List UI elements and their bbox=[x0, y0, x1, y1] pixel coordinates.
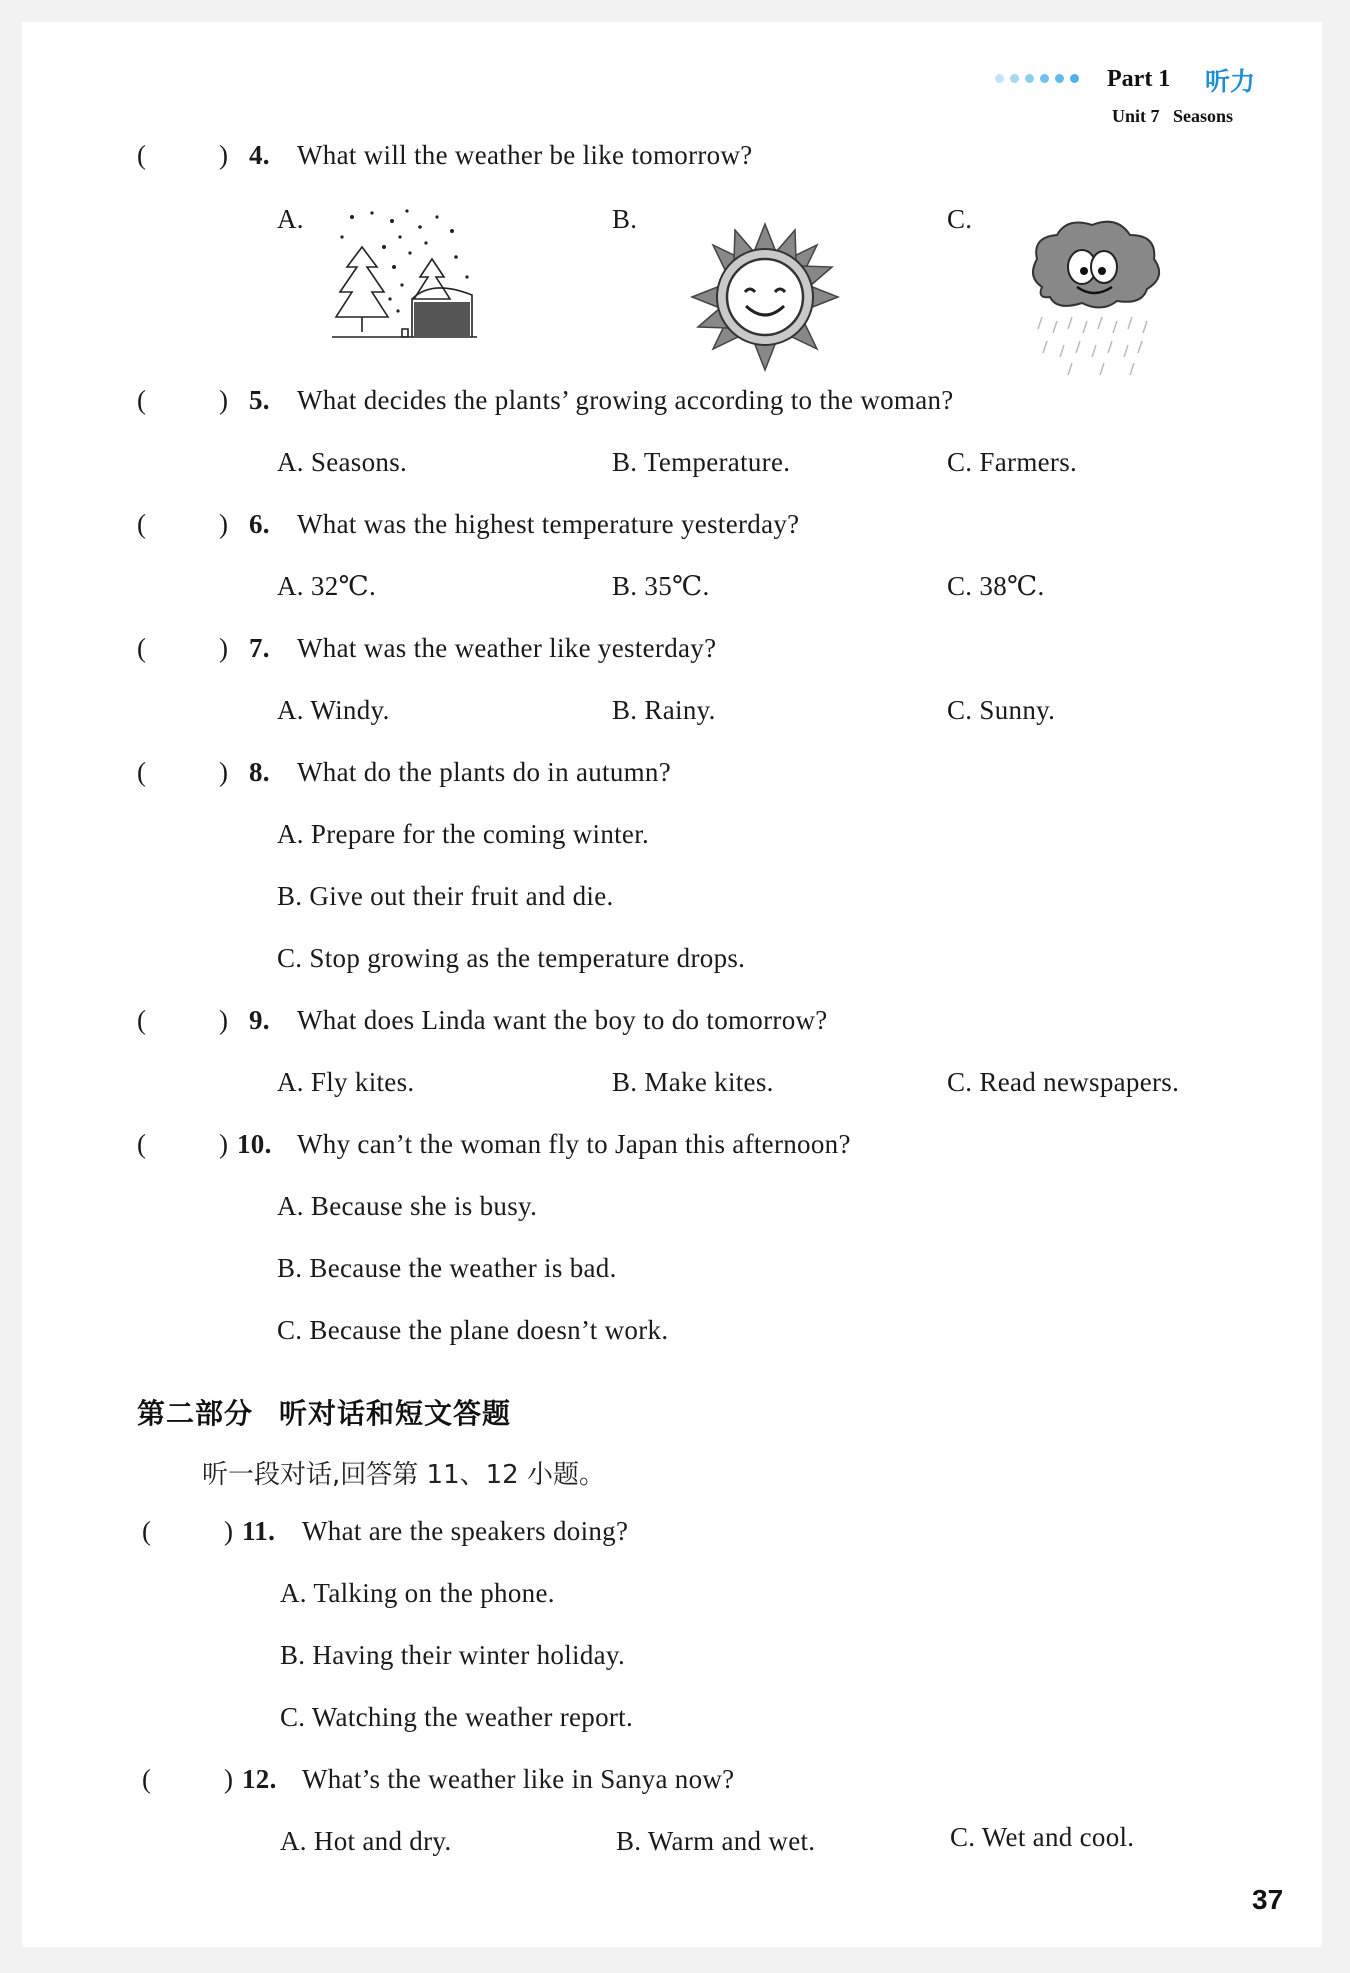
option-b[interactable] bbox=[612, 695, 716, 726]
answer-paren-left[interactable]: ( bbox=[142, 1516, 152, 1546]
option-text: 32℃. bbox=[310, 571, 377, 601]
header-unit-line bbox=[1112, 106, 1233, 127]
answer-paren-left[interactable]: ( bbox=[137, 1005, 147, 1035]
answer-paren-left[interactable]: ( bbox=[137, 140, 147, 170]
header-listening: 听力 bbox=[1205, 67, 1256, 96]
answer-paren-left[interactable]: ( bbox=[137, 385, 147, 415]
option-a[interactable] bbox=[277, 819, 649, 850]
question-text: What does Linda want the boy to do tomorrow? bbox=[297, 1005, 828, 1035]
option-label: A. bbox=[280, 1578, 307, 1608]
question-number: 12. bbox=[242, 1764, 277, 1794]
option-text: Read newspapers. bbox=[979, 1067, 1180, 1097]
option-label: A. bbox=[277, 819, 304, 849]
option-text: Prepare for the coming winter. bbox=[310, 819, 650, 849]
option-label: B. bbox=[277, 881, 303, 911]
snowy-winter-scene-icon[interactable] bbox=[332, 207, 477, 342]
option-c[interactable] bbox=[947, 695, 1055, 726]
option-a[interactable] bbox=[280, 1826, 452, 1857]
question-number: 5. bbox=[249, 385, 270, 415]
option-label: A. bbox=[277, 1191, 304, 1221]
option-text: 38℃. bbox=[979, 571, 1045, 601]
option-c[interactable] bbox=[947, 1067, 1179, 1098]
option-label: A. bbox=[277, 571, 304, 601]
workbook-page bbox=[22, 22, 1322, 1947]
question-text: Why can’t the woman fly to Japan this afternoon? bbox=[297, 1129, 851, 1159]
question-number: 11. bbox=[242, 1516, 276, 1546]
option-c[interactable] bbox=[950, 1822, 1134, 1853]
question-text: What was the weather like yesterday? bbox=[297, 633, 717, 663]
option-b[interactable] bbox=[612, 1067, 774, 1098]
option-c[interactable] bbox=[280, 1702, 633, 1733]
option-b[interactable] bbox=[280, 1640, 625, 1671]
answer-paren-left[interactable]: ( bbox=[142, 1764, 152, 1794]
header-topic: Seasons bbox=[1173, 106, 1234, 126]
option-label: B. bbox=[612, 571, 638, 601]
option-text: Wet and cool. bbox=[981, 1822, 1135, 1852]
option-text: Farmers. bbox=[979, 447, 1078, 477]
option-label: C. bbox=[950, 1822, 976, 1852]
answer-paren-right[interactable]: ) bbox=[219, 757, 229, 787]
question-text: What’s the weather like in Sanya now? bbox=[302, 1764, 735, 1794]
option-a[interactable] bbox=[277, 571, 376, 602]
option-label: C. bbox=[947, 1067, 973, 1097]
page-number: 37 bbox=[1252, 1884, 1284, 1915]
option-label: C. bbox=[947, 571, 973, 601]
option-c[interactable] bbox=[277, 1315, 668, 1346]
option-text: Sunny. bbox=[979, 695, 1056, 725]
option-label: B. bbox=[612, 447, 638, 477]
option-c[interactable] bbox=[277, 943, 745, 974]
question-number: 8. bbox=[249, 757, 270, 787]
option-text: Stop growing as the temperature drops. bbox=[309, 943, 746, 973]
option-a[interactable] bbox=[277, 1191, 537, 1222]
answer-paren-right[interactable]: ) bbox=[219, 140, 229, 170]
option-c[interactable] bbox=[947, 447, 1077, 478]
option-text: Because she is busy. bbox=[310, 1191, 538, 1221]
option-text: 35℃. bbox=[644, 571, 710, 601]
option-b[interactable] bbox=[277, 881, 614, 912]
option-text: Fly kites. bbox=[310, 1067, 415, 1097]
option-label: B. bbox=[277, 1253, 303, 1283]
option-a[interactable] bbox=[280, 1578, 555, 1609]
smiling-sun-icon[interactable] bbox=[690, 222, 840, 372]
option-text: Windy. bbox=[310, 695, 390, 725]
question-text: What was the highest temperature yesterday? bbox=[297, 509, 800, 539]
option-label: B. bbox=[280, 1640, 306, 1670]
option-text: Warm and wet. bbox=[647, 1826, 816, 1856]
question-text: What are the speakers doing? bbox=[302, 1516, 629, 1546]
option-label: B. bbox=[612, 1067, 638, 1097]
option-label: A. bbox=[277, 695, 304, 725]
question-text: What decides the plants’ growing according to the woman? bbox=[297, 385, 954, 415]
option-text: Watching the weather report. bbox=[311, 1702, 634, 1732]
section-2-title bbox=[137, 1392, 537, 1432]
option-text: Rainy. bbox=[644, 695, 716, 725]
option-label: A. bbox=[280, 1826, 307, 1856]
option-label: C. bbox=[277, 943, 303, 973]
section-heading: 听对话和短文答题 bbox=[279, 1397, 512, 1430]
option-label: B. bbox=[616, 1826, 642, 1856]
option-b[interactable] bbox=[277, 1253, 617, 1284]
option-text: Make kites. bbox=[644, 1067, 774, 1097]
answer-paren-right[interactable]: ) bbox=[219, 509, 229, 539]
option-label: A. bbox=[277, 447, 304, 477]
section-instruction: 听一段对话,回答第 11、12 小题。 bbox=[202, 1460, 605, 1490]
option-text: Seasons. bbox=[310, 447, 408, 477]
answer-paren-left[interactable]: ( bbox=[137, 509, 147, 539]
option-label: B. bbox=[612, 695, 638, 725]
option-label: C. bbox=[947, 447, 973, 477]
answer-paren-left[interactable]: ( bbox=[137, 1129, 147, 1159]
question-number: 10. bbox=[237, 1129, 272, 1159]
option-c-label[interactable]: C. bbox=[947, 204, 973, 234]
question-number: 6. bbox=[249, 509, 270, 539]
option-label: C. bbox=[280, 1702, 306, 1732]
smiling-rain-cloud-icon[interactable] bbox=[1022, 217, 1167, 377]
option-text: Temperature. bbox=[643, 447, 791, 477]
option-text: Because the weather is bad. bbox=[309, 1253, 617, 1283]
option-label: C. bbox=[947, 695, 973, 725]
question-number: 7. bbox=[249, 633, 270, 663]
option-label: C. bbox=[277, 1315, 303, 1345]
answer-paren-left[interactable]: ( bbox=[137, 633, 147, 663]
option-a[interactable] bbox=[277, 1067, 414, 1098]
question-number: 4. bbox=[249, 140, 270, 170]
question-text: What will the weather be like tomorrow? bbox=[297, 140, 753, 170]
option-text: Give out their fruit and die. bbox=[309, 881, 614, 911]
question-number: 9. bbox=[249, 1005, 270, 1035]
answer-paren-right[interactable]: ) bbox=[224, 1516, 234, 1546]
option-label: A. bbox=[277, 1067, 304, 1097]
answer-paren-right[interactable]: ) bbox=[219, 385, 229, 415]
option-text: Having their winter holiday. bbox=[312, 1640, 625, 1670]
option-a[interactable] bbox=[277, 695, 390, 726]
option-text: Hot and dry. bbox=[313, 1826, 452, 1856]
option-b[interactable] bbox=[612, 571, 710, 602]
answer-paren-right[interactable]: ) bbox=[219, 1005, 229, 1035]
answer-paren-right[interactable]: ) bbox=[219, 1129, 229, 1159]
option-text: Talking on the phone. bbox=[313, 1578, 555, 1608]
answer-paren-right[interactable]: ) bbox=[224, 1764, 234, 1794]
header-part: Part 1 bbox=[1107, 66, 1171, 92]
option-text: Because the plane doesn’t work. bbox=[309, 1315, 669, 1345]
header-unit: Unit 7 bbox=[1112, 106, 1160, 126]
option-a-label[interactable]: A. bbox=[277, 204, 304, 234]
option-b-label[interactable]: B. bbox=[612, 204, 638, 234]
answer-paren-right[interactable]: ) bbox=[219, 633, 229, 663]
option-b[interactable] bbox=[616, 1826, 815, 1857]
option-c[interactable] bbox=[947, 571, 1045, 602]
option-a[interactable] bbox=[277, 447, 407, 478]
header-dots bbox=[995, 74, 1079, 83]
section-part: 第二部分 bbox=[137, 1397, 254, 1430]
option-b[interactable] bbox=[612, 447, 790, 478]
question-text: What do the plants do in autumn? bbox=[297, 757, 672, 787]
answer-paren-left[interactable]: ( bbox=[137, 757, 147, 787]
